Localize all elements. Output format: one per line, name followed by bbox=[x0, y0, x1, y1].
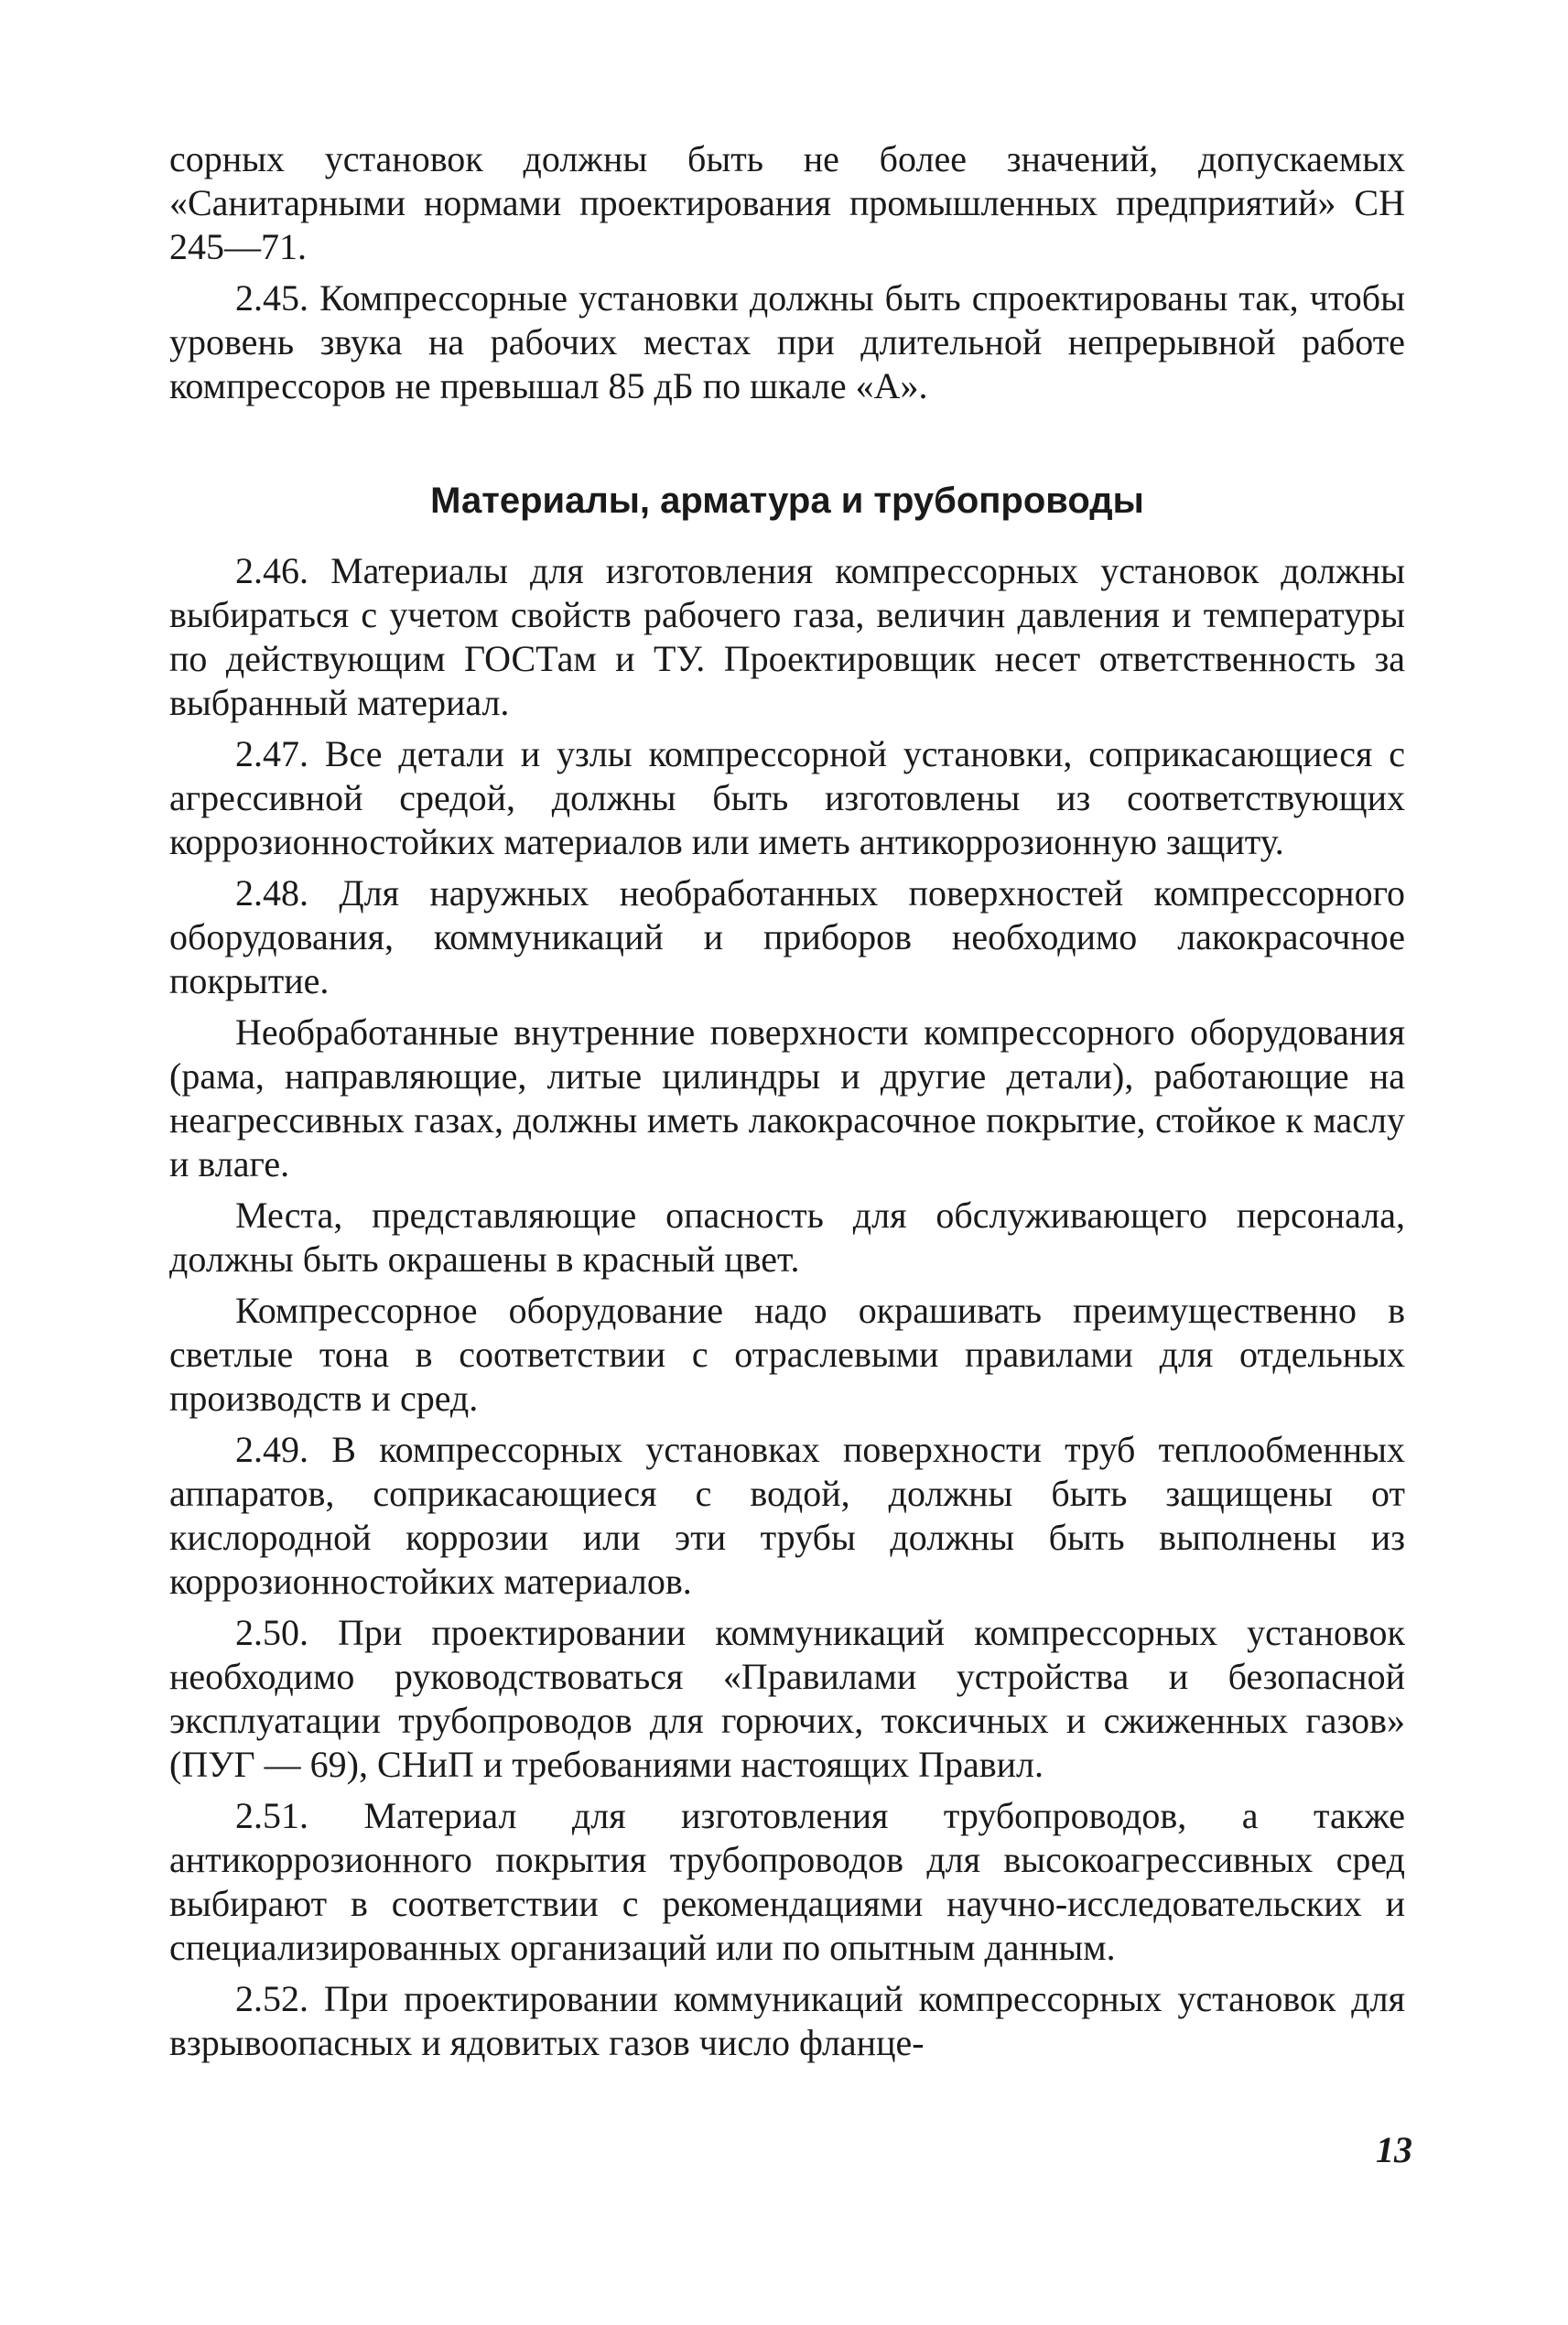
body-section bbox=[169, 549, 1405, 2065]
paragraph-2-50: 2.50. При проектировании коммуникаций компрессорных установок необходимо руководствоваться «Правилами устройства и безопасной эксплуатации трубопроводов для горючих, токсичных и сжиженных газов» (ПУГ — 69), СНиП и требованиями настоящих Правил. bbox=[169, 1612, 1405, 1785]
paragraph-2-48: 2.48. Для наружных необработанных поверхностей компрессорного оборудования, коммуникаций и приборов необходимо лакокрасочное покрытие. bbox=[169, 872, 1405, 1001]
section-heading: Материалы, арматура и трубопроводы bbox=[430, 481, 1144, 521]
page-number: 13 bbox=[1376, 2129, 1412, 2170]
paragraph-2-46: 2.46. Материалы для изготовления компрессорных установок должны выбираться с учетом свойств рабочего газа, величин давления и температуры по действующим ГОСТам и ТУ. Проектировщик несет ответственность за выбранный материал. bbox=[169, 550, 1405, 723]
paragraph-2-51: 2.51. Материал для изготовления трубопроводов, а также антикоррозионного покрытия трубопроводов для высокоагрессивных сред выбирают в соответствии с рекомендациями научно-исследовательских и специализированных организаций или по опытным данным. bbox=[169, 1795, 1405, 1968]
paragraph-2-47: 2.47. Все детали и узлы компрессорной установки, соприкасающиеся с агрессивной средой, должны быть изготовлены из соответствующих коррозионностойких материалов или иметь антикоррозионную защиту. bbox=[169, 733, 1405, 862]
paragraph-2-52: 2.52. При проектировании коммуникаций компрессорных установок для взрывоопасных и ядовитых газов число фланце- bbox=[169, 1978, 1405, 2063]
paragraph-continuation: сорных установок должны быть не более значений, допускаемых «Санитарными нормами проектирования промышленных предприятий» СН 245—71. bbox=[169, 138, 1405, 267]
paragraph-surfaces: Необработанные внутренние поверхности компрессорного оборудования (рама, направляющие, литые цилиндры и другие детали), работающие на неагрессивных газах, должны иметь лакокрасочное покрытие, стойкое к маслу и влаге. bbox=[169, 1011, 1405, 1184]
paragraph-danger-zones: Места, представляющие опасность для обслуживающего персонала, должны быть окрашены в красный цвет. bbox=[169, 1195, 1405, 1280]
paragraph-2-45: 2.45. Компрессорные установки должны быть спроектированы так, чтобы уровень звука на рабочих местах при длительной непрерывной работе компрессоров не превышал 85 дБ по шкале «А». bbox=[169, 277, 1405, 406]
paragraph-2-49: 2.49. В компрессорных установках поверхности труб теплообменных аппаратов, соприкасающиеся с водой, должны быть защищены от кислородной коррозии или эти трубы должны быть выполнены из коррозионностойких материалов. bbox=[169, 1429, 1405, 1602]
top-section bbox=[169, 137, 1405, 408]
paragraph-coloring: Компрессорное оборудование надо окрашивать преимущественно в светлые тона в соответствии с отраслевыми правилами для отдельных производств и сред. bbox=[169, 1290, 1405, 1419]
